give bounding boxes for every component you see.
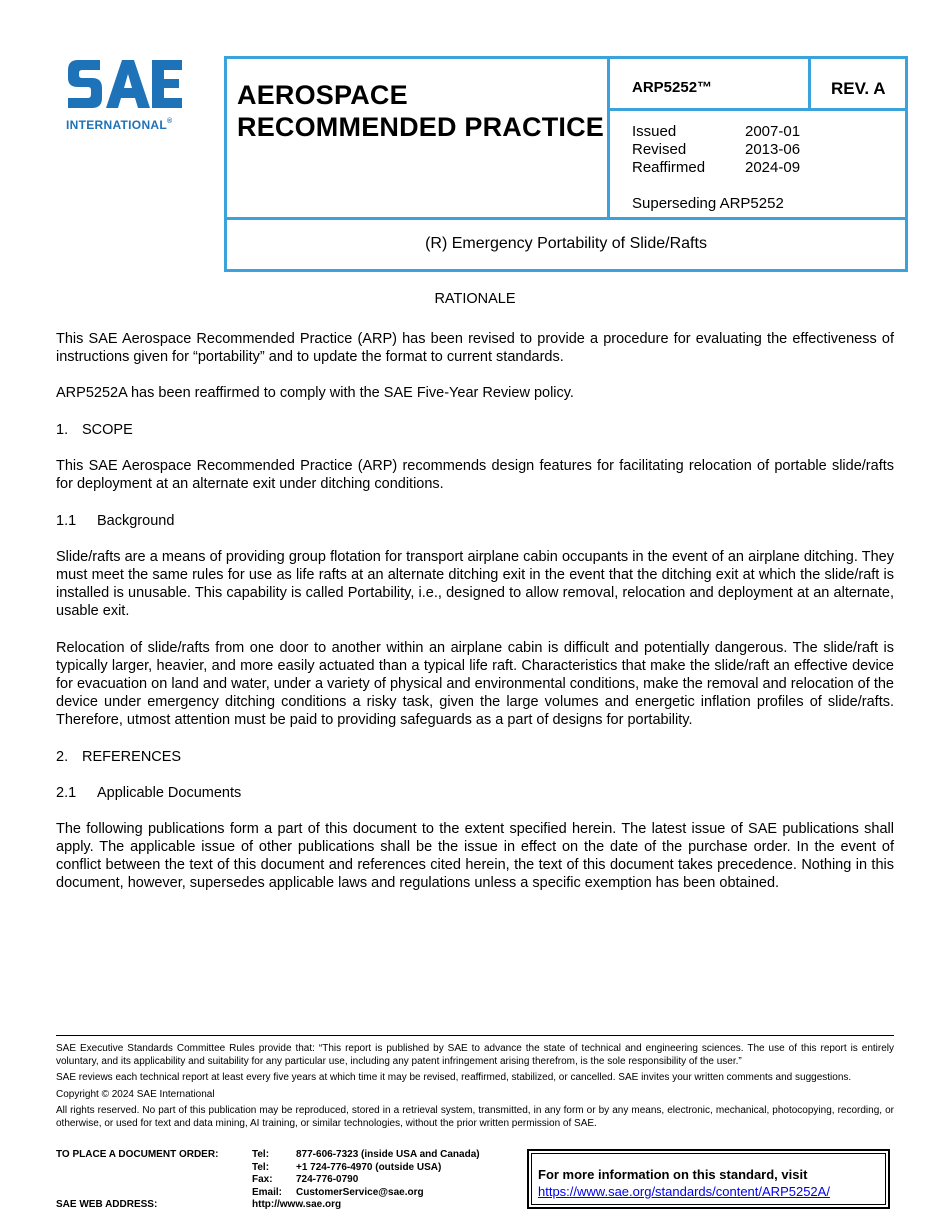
order-contacts xyxy=(252,1149,480,1212)
applicable-documents-paragraph: The following publications form a part of this document to the extent specified herein. The latest issue of SAE publications shall apply. The applicable issue of other publications shall be the issue in effect on the date of the purchase order. In the event of conflict between the text of this document and references cited herein, the text of this document takes precedence. Nothing in this document, however, supersedes applicable laws and regulations unless a specific exemption has been obtained. xyxy=(56,821,894,891)
section-references-heading: 2. REFERENCES xyxy=(56,749,182,765)
revision-label: REV. A xyxy=(831,79,886,98)
footer-review: SAE reviews each technical report at least every five years at which time it may be revised, reaffirmed, stabilized, or cancelled. SAE invites your written comments and suggestions. xyxy=(56,1072,852,1083)
background-paragraph-2: Relocation of slide/rafts from one door to another within an airplane cabin is difficult and potentially dangerous. The slide/raft is typically larger, heavier, and more easily actuated than a typical life raft. Characteristics that make the slide/raft an effective device for evacuation on land and water, under a variety of physical and environmental conditions, make the removal and relocation of the device under emergency ditching conditions a risky task, given the large volumes and energetic inflation profiles of slide/rafts. Therefore, utmost attention must be paid to providing safeguards as a part of designs for portability. xyxy=(56,640,894,728)
contact-email[interactable]: Email: CustomerService@sae.org xyxy=(252,1186,424,1198)
contact-tel-international[interactable]: Tel: +1 724-776-4970 (outside USA) xyxy=(252,1161,442,1173)
more-info-box xyxy=(527,1149,890,1209)
standard-url-link[interactable]: https://www.sae.org/standards/content/ARP5252A/ xyxy=(538,1184,830,1199)
scope-paragraph: This SAE Aerospace Recommended Practice (ARP) recommends design features for facilitating relocation of portable slide/rafts for deployment at an alternate exit under ditching conditions. xyxy=(56,458,894,492)
section-scope-heading: 1. SCOPE xyxy=(56,422,133,438)
footer-rights: All rights reserved. No part of this publication may be reproduced, stored in a retrieval system, transmitted, in any form or by any means, electronic, mechanical, photocopying, recording, or otherwise, or used for text and data mining, AI training, or similar technologies, without the prior written permission of SAE. xyxy=(56,1105,894,1129)
document-type-title: AEROSPACE RECOMMENDED PRACTICE xyxy=(237,80,605,142)
order-label: TO PLACE A DOCUMENT ORDER: xyxy=(56,1149,219,1160)
rationale-paragraph-1: This SAE Aerospace Recommended Practice (ARP) has been revised to provide a procedure for evaluating the effectiveness of instructions given for “portability” and to update the format to current standards. xyxy=(56,331,894,365)
footer-copyright: Copyright © 2024 SAE International xyxy=(56,1088,215,1100)
order-labels xyxy=(56,1149,218,1211)
contact-fax: Fax: 724-776-0790 xyxy=(252,1174,359,1185)
section-background-heading: 1.1 Background xyxy=(56,513,175,529)
document-body xyxy=(56,290,894,892)
footer-rules: SAE Executive Standards Committee Rules provide that: “This report is published by SAE to advance the state of technical and engineering sciences. The use of this report is entirely voluntary, and its applicability and suitability for any particular use, including any patent infringement arising therefrom, is the sole responsibility of the user.” xyxy=(56,1043,894,1067)
contact-tel-domestic[interactable]: Tel: 877-606-7323 (inside USA and Canada) xyxy=(252,1149,480,1160)
date-row-revised: Revised 2013-06 xyxy=(632,141,801,158)
footer-notes xyxy=(56,1043,894,1130)
date-row-issued: Issued 2007-01 xyxy=(632,123,801,140)
logo-subtitle: INTERNATIONAL® xyxy=(66,118,173,132)
sae-logo-mark xyxy=(66,54,184,114)
document-dates xyxy=(632,123,800,177)
section-applicable-heading: 2.1 Applicable Documents xyxy=(56,785,242,801)
web-label: SAE WEB ADDRESS: xyxy=(56,1198,158,1210)
web-address-link[interactable]: http://www.sae.org xyxy=(252,1199,342,1210)
document-header xyxy=(224,56,908,272)
rationale-heading: RATIONALE xyxy=(434,291,516,307)
more-info-title: For more information on this standard, visit xyxy=(538,1167,808,1182)
sae-logo xyxy=(66,54,191,134)
date-row-reaffirmed: Reaffirmed 2024-09 xyxy=(632,159,801,176)
document-subject: (R) Emergency Portability of Slide/Rafts xyxy=(425,235,707,252)
rationale-paragraph-2: ARP5252A has been reaffirmed to comply with the SAE Five-Year Review policy. xyxy=(56,385,574,401)
footer-divider xyxy=(56,1035,894,1036)
superseding-note: Superseding ARP5252 xyxy=(632,195,784,212)
document-number: ARP5252™ xyxy=(632,79,713,96)
background-paragraph-1: Slide/rafts are a means of providing group flotation for transport airplane cabin occupants in the event of an airplane ditching. They must meet the same rules for use as life rafts at an alternate ditching exit in the event that the ditching exit at which the slide/raft is installed is unusable. This capability is called Portability, i.e., designed to allow removal, relocation and deployment at an alternate, usable exit. xyxy=(56,549,894,619)
